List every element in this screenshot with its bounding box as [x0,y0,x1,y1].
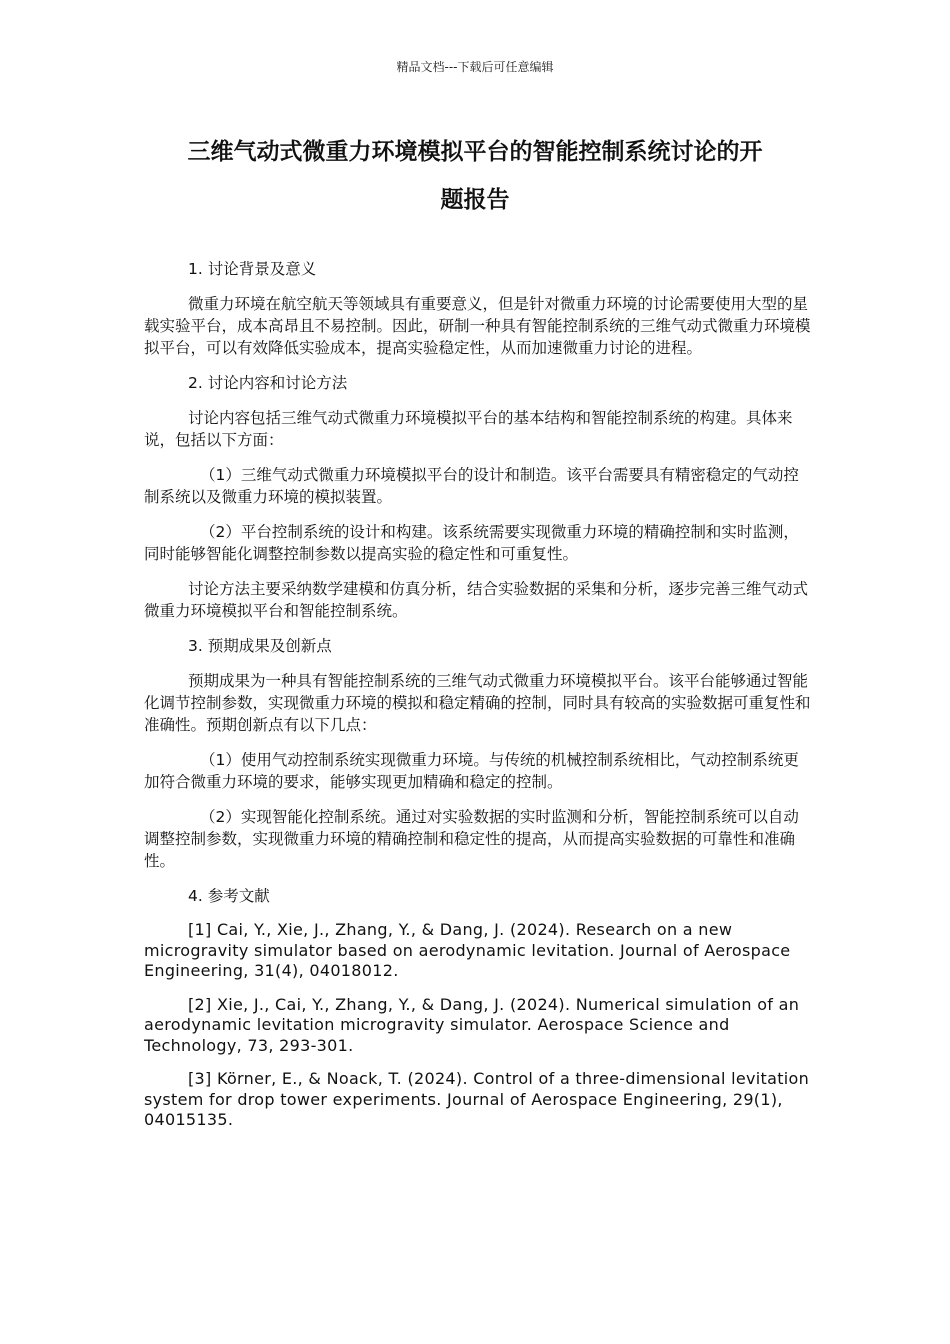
section-heading-background: 1. 讨论背景及意义 [188,260,317,278]
paragraph-background: 微重力环境在航空航天等领域具有重要意义，但是针对微重力环境的讨论需要使用大型的星载实验平台，成本高昂且不易控制。因此，研制一种具有智能控制系统的三维气动式微重力环境模拟平台，可以有效降低实验成本，提高实验稳定性，从而加速微重力讨论的进程。 [144,295,811,357]
list-item-intelligent-control: （2）实现智能化控制系统。通过对实验数据的实时监测和分析，智能控制系统可以自动调整控制参数，实现微重力环境的精确控制和稳定性的提高，从而提高实验数据的可靠性和准确性。 [144,808,799,870]
list-item-pneumatic-control: （1）使用气动控制系统实现微重力环境。与传统的机械控制系统相比，气动控制系统更加符合微重力环境的要求，能够实现更加精确和稳定的控制。 [144,751,799,791]
section-heading-references: 4. 参考文献 [188,887,270,905]
section-heading-content-methods: 2. 讨论内容和讨论方法 [188,374,348,392]
header-note: 精品文档---下载后可任意编辑 [396,60,554,74]
title-line-2: 题报告 [440,187,510,213]
paragraph-content-intro: 讨论内容包括三维气动式微重力环境模拟平台的基本结构和智能控制系统的构建。具体来说，包括以下方面： [144,409,793,449]
section-heading-outcomes: 3. 预期成果及创新点 [188,637,332,655]
title-line-1: 三维气动式微重力环境模拟平台的智能控制系统讨论的开 [187,139,763,165]
document-body [144,258,814,1144]
reference-item-3: [3] Körner, E., & Noack, T. (2024). Control of a three-dimensional levitation system for drop tower experiments. Journal of Aerospace Engineering, 29(1), 04015135. [144,1069,810,1129]
page-title [140,128,810,224]
reference-item-1: [1] Cai, Y., Xie, J., Zhang, Y., & Dang, J. (2024). Research on a new microgravity simulator based on aerodynamic levitation. Journal of Aerospace Engineering, 31(4), 04018012. [144,920,791,980]
paragraph-outcomes: 预期成果为一种具有智能控制系统的三维气动式微重力环境模拟平台。该平台能够通过智能化调节控制参数，实现微重力环境的模拟和稳定精确的控制，同时具有较高的实验数据可重复性和准确性。预期创新点有以下几点： [144,672,811,734]
reference-item-2: [2] Xie, J., Cai, Y., Zhang, Y., & Dang, J. (2024). Numerical simulation of an aerodynamic levitation microgravity simulator. Aerospace Science and Technology, 73, 293-301. [144,994,800,1055]
paragraph-methods: 讨论方法主要采纳数学建模和仿真分析，结合实验数据的采集和分析，逐步完善三维气动式微重力环境模拟平台和智能控制系统。 [144,580,809,620]
list-item-control-system: （2）平台控制系统的设计和构建。该系统需要实现微重力环境的精确控制和实时监测，同时能够智能化调整控制参数以提高实验的稳定性和可重复性。 [144,523,799,563]
list-item-platform-design: （1）三维气动式微重力环境模拟平台的设计和制造。该平台需要具有精密稳定的气动控制系统以及微重力环境的模拟装置。 [144,466,799,506]
